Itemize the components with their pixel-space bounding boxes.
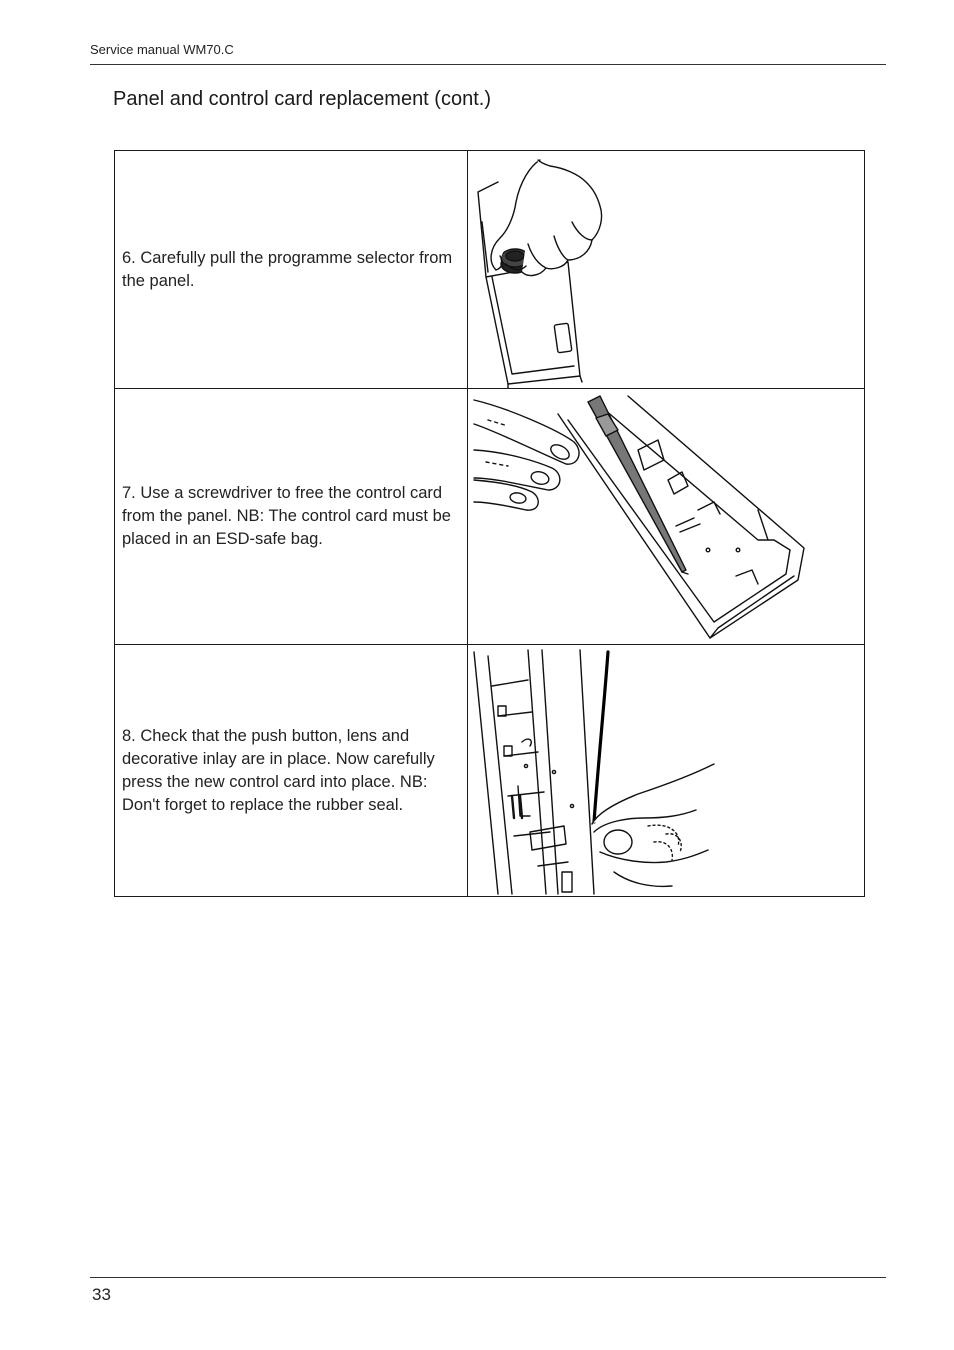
footer-divider [90, 1277, 886, 1278]
step-text-cell [115, 389, 468, 645]
screwdriver-prying-card-illustration [468, 390, 864, 644]
step-image-cell [468, 389, 865, 645]
step-text-cell [115, 151, 468, 389]
step-7-text: 7. Use a screwdriver to free the control card from the panel. NB: The control card must be placed in an ESD-safe bag. [122, 484, 451, 548]
step-6-text: 6. Carefully pull the programme selector from the panel. [122, 248, 453, 290]
step-image-cell [468, 151, 865, 389]
page-title: Panel and control card replacement (cont.) [113, 88, 491, 110]
steps-table [114, 150, 865, 897]
page-number: 33 [92, 1285, 111, 1304]
step-row-7 [115, 389, 865, 645]
step-text-cell [115, 645, 468, 897]
finger-pressing-card-illustration [468, 646, 864, 896]
header-divider [90, 64, 886, 65]
hand-pulling-knob-illustration [468, 152, 864, 388]
step-8-text: 8. Check that the push button, lens and decorative inlay are in place. Now carefully press the new control card into place. NB: Don't forget to replace the rubber seal. [122, 726, 435, 814]
step-row-6 [115, 151, 865, 389]
manual-title: Service manual WM70.C [90, 42, 234, 57]
step-image-cell [468, 645, 865, 897]
step-row-8 [115, 645, 865, 897]
